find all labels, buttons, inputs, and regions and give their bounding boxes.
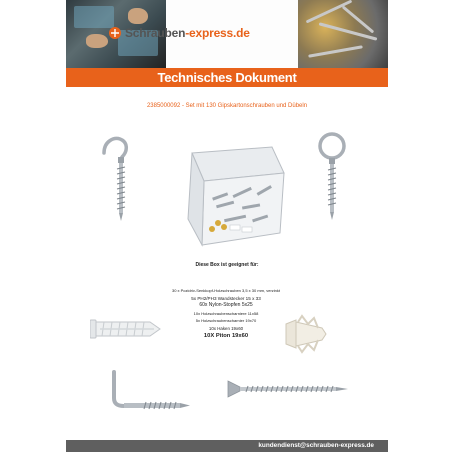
drywall-anchor-icon — [284, 314, 328, 359]
document-title: Technisches Dokument — [157, 70, 297, 85]
countersunk-screw-icon — [226, 378, 350, 405]
list-item: 5x PH2/PH3 Wandstecker 15 x 33 — [191, 295, 261, 301]
assortment-box-icon — [172, 145, 292, 255]
footer-bar — [66, 440, 388, 452]
nylon-wall-plug-icon — [90, 314, 162, 349]
customer-service-email[interactable]: kundendienst@schrauben-express.de — [258, 442, 374, 449]
list-item: 10X Piton 19x60 — [203, 332, 249, 339]
list-item: 60x Nylon-Stopfen 5x25 — [199, 302, 253, 309]
l-hook-icon — [104, 368, 194, 415]
eye-screw-icon — [312, 128, 352, 228]
brand-name: Schrauben-express.de — [125, 26, 250, 40]
screw-logo-icon — [108, 26, 122, 40]
document-title-bar — [66, 68, 388, 87]
list-item: 10x Haken 19x60 — [208, 325, 244, 331]
brand-logo — [108, 22, 250, 44]
product-subtitle: 2385000092 - Set mit 130 Gipskartonschrauben und Dübeln — [146, 103, 308, 109]
list-item: 10x Holzschraubenscharniere 11x58 — [193, 310, 259, 316]
list-item: 5x Holzschraubenscharnier 19x70 — [195, 318, 257, 324]
cup-hook-icon — [96, 133, 136, 228]
screws-photo — [298, 0, 388, 68]
box-suitability-caption: Diese Box ist geeignet für: — [195, 262, 259, 268]
list-item: 30 x Pozidriv-Senkkopf-Holzschrauben 3,5 x 30 mm, verzinkt — [171, 288, 281, 293]
